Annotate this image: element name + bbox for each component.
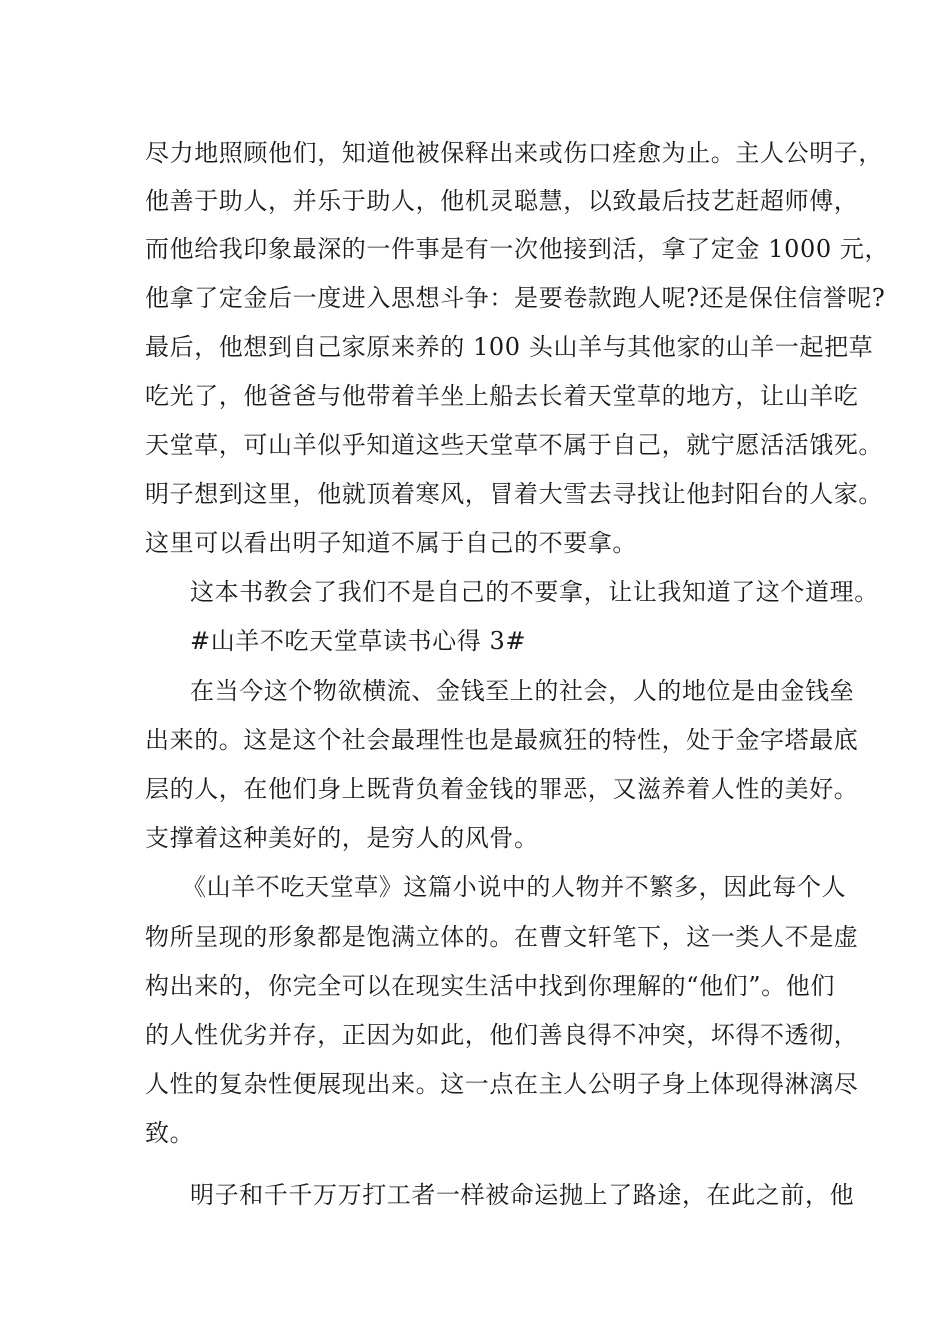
text-line-5: 最后，他想到自己家原来养的 100 头山羊与其他家的山羊一起把草: [145, 333, 874, 361]
text-line-16: 《山羊不吃天堂草》这篇小说中的人物并不繁多，因此每个人: [182, 873, 847, 901]
text-line-1: 尽力地照顾他们，知道他被保释出来或伤口痊愈为止。主人公明子，: [145, 139, 883, 167]
text-line-2: 他善于助人，并乐于助人，他机灵聪慧，以致最后技艺赶超师傅，: [145, 187, 859, 215]
text-line-21: 致。: [145, 1119, 195, 1147]
text-line-6: 吃光了，他爸爸与他带着羊坐上船去长着天堂草的地方，让山羊吃: [145, 382, 859, 410]
text-line-18: 构出来的，你完全可以在现实生活中找到你理解的“他们”。他们: [145, 972, 835, 1000]
section-heading: #山羊不吃天堂草读书心得 3#: [190, 627, 527, 655]
text-line-19: 的人性优劣并存，正因为如此，他们善良得不冲突，坏得不透彻，: [145, 1021, 859, 1049]
text-line-13: 出来的。这是这个社会最理性也是最疯狂的特性，处于金字塔最底: [145, 726, 859, 754]
text-line-8: 明子想到这里，他就顶着寒风，冒着大雪去寻找让他封阳台的人家。: [145, 480, 883, 508]
text-line-17: 物所呈现的形象都是饱满立体的。在曹文轩笔下，这一类人不是虚: [145, 923, 859, 951]
text-line-9: 这里可以看出明子知道不属于自己的不要拿。: [145, 529, 637, 557]
text-line-4: 他拿了定金后一度进入思想斗争：是要卷款跑人呢?还是保住信誉呢?: [145, 284, 886, 312]
text-line-12: 在当今这个物欲横流、金钱至上的社会，人的地位是由金钱垒: [190, 677, 855, 705]
text-line-15: 支撑着这种美好的，是穷人的风骨。: [145, 824, 539, 852]
text-line-22: 明子和千千万万打工者一样被命运抛上了路途，在此之前，他: [190, 1181, 855, 1209]
text-line-3: 而他给我印象最深的一件事是有一次他接到活，拿了定金 1000 元，: [145, 235, 890, 263]
text-line-7: 天堂草，可山羊似乎知道这些天堂草不属于自己，就宁愿活活饿死。: [145, 431, 883, 459]
text-line-10: 这本书教会了我们不是自己的不要拿，让让我知道了这个道理。: [190, 578, 879, 606]
text-line-14: 层的人，在他们身上既背负着金钱的罪恶，又滋养着人性的美好。: [145, 775, 859, 803]
text-line-20: 人性的复杂性便展现出来。这一点在主人公明子身上体现得淋漓尽: [145, 1070, 859, 1098]
